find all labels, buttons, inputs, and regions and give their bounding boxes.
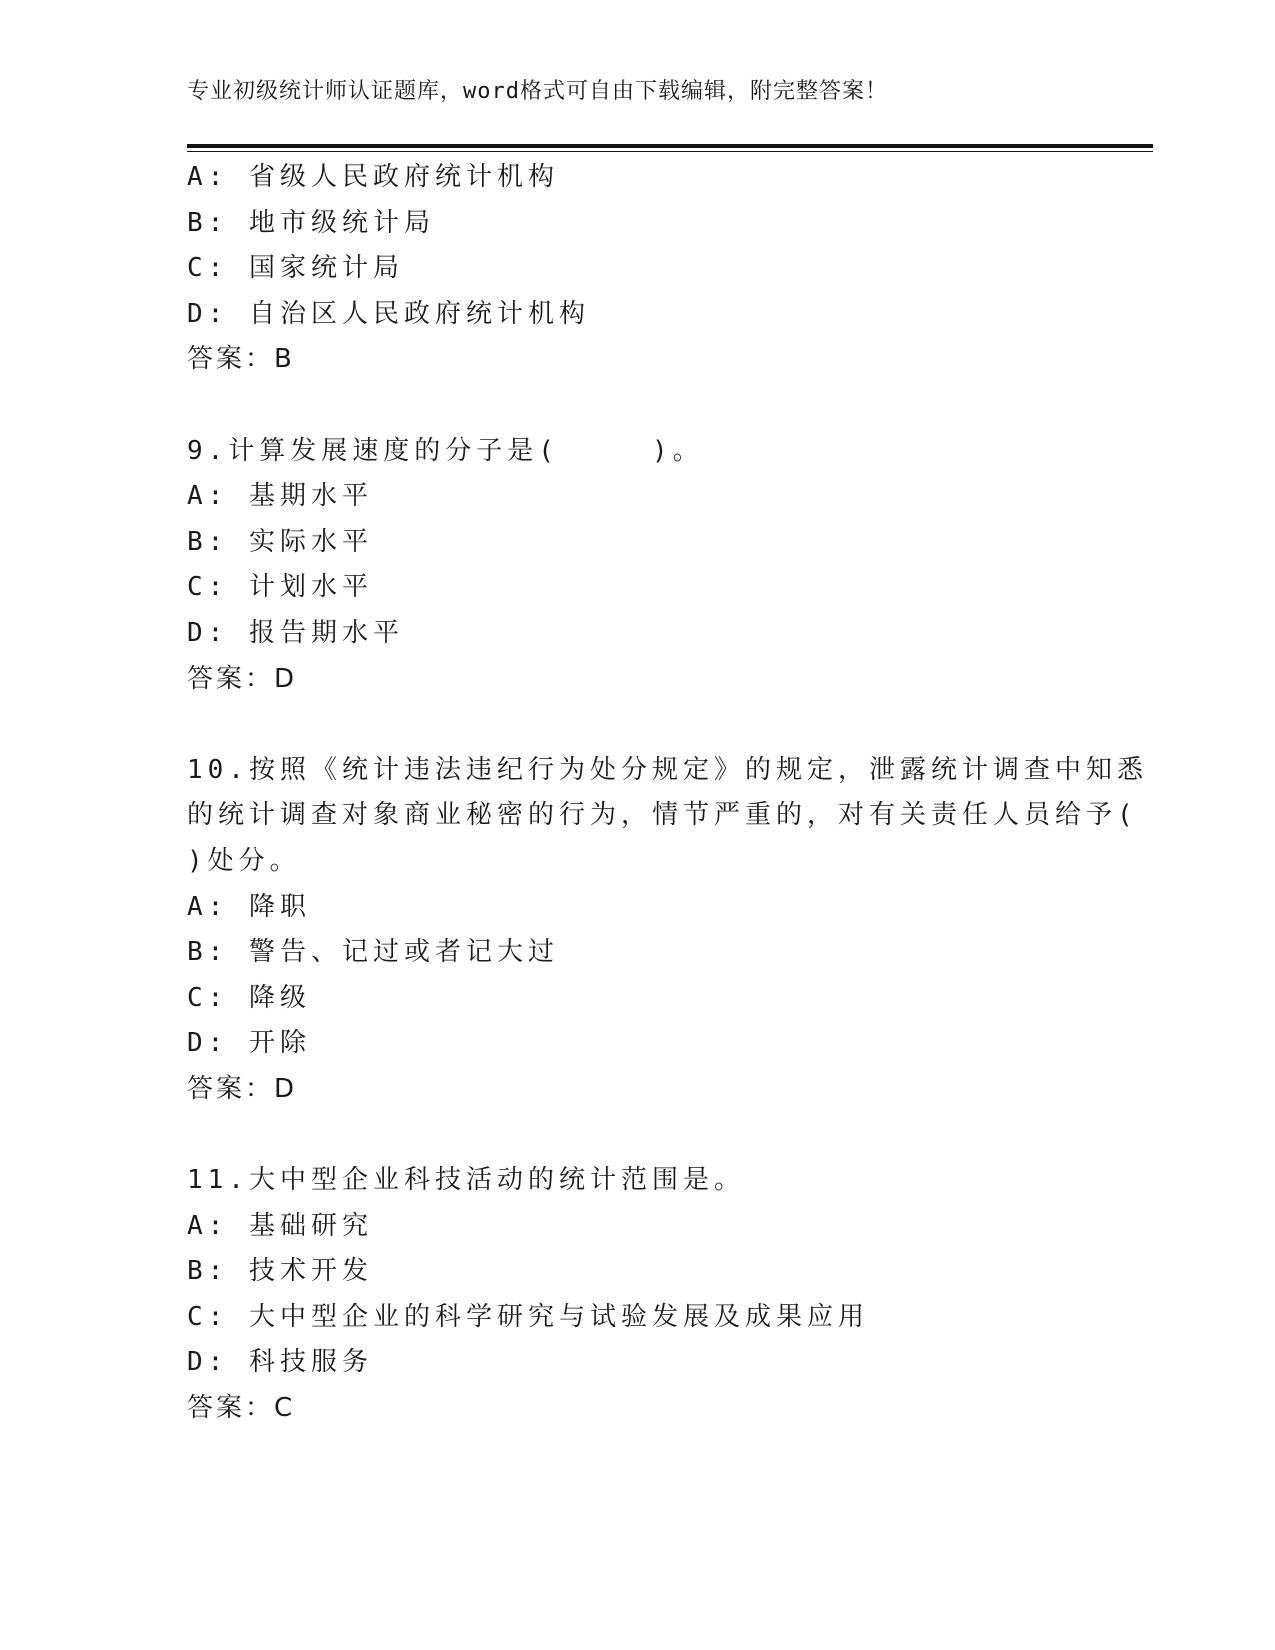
spacer [187, 1112, 1087, 1158]
option-b: B: 实际水平 [187, 526, 373, 557]
option-a: A: 基期水平 [187, 481, 373, 512]
header-rule-thin [187, 151, 1153, 152]
question-text: 9.计算发展速度的分子是( )。 [187, 435, 704, 466]
spacer [187, 383, 1087, 429]
answer: 答案：C [187, 1393, 296, 1424]
answer: 答案：D [187, 1073, 298, 1104]
question-text: 11.大中型企业科技活动的统计范围是。 [187, 1165, 745, 1196]
option-c: C: 降级 [187, 982, 311, 1013]
question-11 [187, 1158, 1087, 1432]
page-header: 专业初级统计师认证题库，word格式可自由下载编辑，附完整答案！ [187, 79, 888, 104]
option-b: B: 警告、记过或者记大过 [187, 937, 559, 968]
option-d: D: 报告期水平 [187, 617, 404, 648]
answer: 答案：D [187, 663, 298, 694]
option-b: B: 技术开发 [187, 1256, 373, 1287]
question-text-line-1: 10.按照《统计违法违纪行为处分规定》的规定，泄露统计调查中知悉 [187, 754, 1148, 785]
header-rule-thick [187, 144, 1153, 148]
question-text-line-2: 的统计调查对象商业秘密的行为，情节严重的，对有关责任人员给予( [187, 800, 1138, 831]
option-c: C: 大中型企业的科学研究与试验发展及成果应用 [187, 1301, 869, 1332]
option-d: D: 自治区人民政府统计机构 [187, 298, 590, 329]
option-d: D: 开除 [187, 1028, 311, 1059]
question-9 [187, 429, 1087, 703]
question-8 [187, 155, 1087, 383]
option-d: D: 科技服务 [187, 1347, 373, 1378]
option-a: A: 基础研究 [187, 1210, 373, 1241]
spacer [187, 702, 1087, 748]
option-b: B: 地市级统计局 [187, 207, 435, 238]
option-a: A: 降职 [187, 891, 311, 922]
question-10 [187, 748, 1148, 1113]
answer: 答案：B [187, 344, 295, 375]
option-a: A: 省级人民政府统计机构 [187, 162, 559, 192]
option-c: C: 计划水平 [187, 572, 373, 603]
question-text-line-3: )处分。 [187, 845, 301, 876]
option-c: C: 国家统计局 [187, 253, 404, 284]
question-content [187, 155, 1148, 1432]
